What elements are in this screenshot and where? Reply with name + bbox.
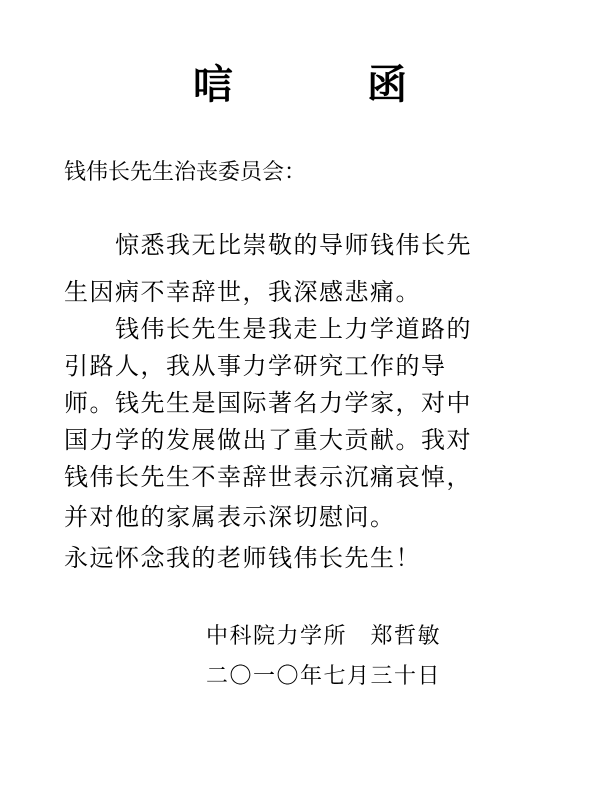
letter-closing-line: 永远怀念我的老师钱伟长先生！ — [64, 544, 421, 572]
letter-body-line: 并对他的家属表示深切慰问。 — [64, 503, 396, 531]
letter-body-line: 钱伟长先生是我走上力学道路的 — [64, 315, 472, 343]
letter-date: 二〇一〇年七月三十日 — [206, 664, 442, 689]
letter-body-line: 生因病不幸辞世，我深感悲痛。 — [64, 278, 421, 306]
letter-body-line: 惊悉我无比崇敬的导师钱伟长先 — [64, 231, 472, 259]
letter-body-line: 钱伟长先生不幸辞世表示沉痛哀悼， — [64, 463, 472, 491]
letter-body-line: 国力学的发展做出了重大贡献。我对 — [64, 426, 472, 454]
letter-title: 唁 函 — [193, 62, 467, 108]
letter-signature: 中科院力学所 郑哲敏 — [206, 624, 442, 649]
letter-salutation: 钱伟长先生治丧委员会： — [64, 160, 307, 185]
letter-body-line: 引路人，我从事力学研究工作的导 — [64, 352, 447, 380]
letter-body-line: 师。钱先生是国际著名力学家，对中 — [64, 389, 472, 417]
